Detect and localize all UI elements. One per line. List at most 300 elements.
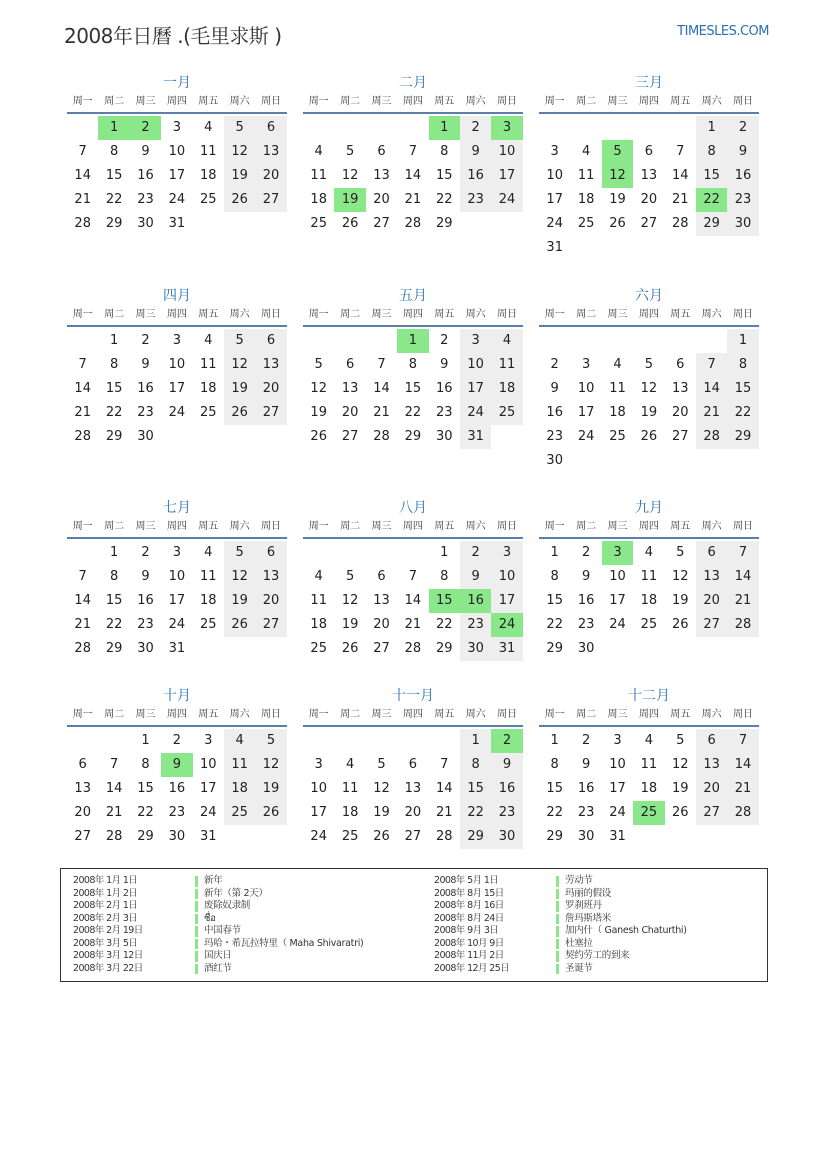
month-10 xyxy=(67,686,287,849)
day-grid xyxy=(539,329,759,473)
day-cell: 15 xyxy=(105,593,123,608)
day-cell: 18 xyxy=(199,381,217,396)
weekday-label: 周一 xyxy=(308,521,329,532)
day-cell: 26 xyxy=(341,216,359,231)
holiday-marker xyxy=(195,914,198,925)
day-cell: 8 xyxy=(550,569,559,584)
day-cell: 10 xyxy=(546,168,563,183)
holiday-date: 2008年 3月 22日 xyxy=(73,962,143,974)
holiday-date: 2008年 8月 16日 xyxy=(434,900,504,911)
day-cell: 20 xyxy=(696,589,727,613)
day-cell: 3 xyxy=(204,733,213,748)
day-cell: 28 xyxy=(74,216,91,231)
day-cell: 4 xyxy=(204,120,213,135)
day-cell: 30 xyxy=(435,429,453,444)
weekday-label: 周日 xyxy=(733,521,754,532)
holiday-row xyxy=(73,888,363,901)
day-cell: 6 xyxy=(676,357,685,372)
month-name: 三月 xyxy=(635,75,663,91)
day-cell: 24 xyxy=(310,829,327,844)
day-cell: 16 xyxy=(460,164,491,188)
day-cell: 29 xyxy=(460,825,491,849)
day-cell: 15 xyxy=(546,593,563,608)
holiday-row xyxy=(73,938,363,951)
month-name: 十月 xyxy=(163,688,191,704)
day-cell: 12 xyxy=(224,353,255,377)
weekday-header xyxy=(303,706,523,727)
day-cell: 19 xyxy=(671,781,689,796)
day-cell: 2 xyxy=(141,333,150,348)
day-cell: 26 xyxy=(310,429,327,444)
weekday-label: 周二 xyxy=(340,309,361,320)
day-cell: 26 xyxy=(671,805,689,820)
empty-cell xyxy=(570,116,601,140)
holiday-row xyxy=(434,950,687,963)
day-cell: 18 xyxy=(199,593,217,608)
day-cell: 28 xyxy=(727,801,758,825)
weekday-label: 周六 xyxy=(229,309,250,320)
day-cell: 14 xyxy=(105,781,123,796)
holiday-column-right xyxy=(434,875,687,975)
month-1 xyxy=(67,73,287,236)
weekday-header xyxy=(303,518,523,539)
day-cell: 9 xyxy=(141,144,150,159)
weekday-label: 周四 xyxy=(166,521,187,532)
holiday-column-left xyxy=(73,875,363,975)
holiday-date: 2008年 12月 25日 xyxy=(434,962,510,974)
empty-cell xyxy=(303,329,334,353)
day-cell: 23 xyxy=(491,801,522,825)
day-cell: 31 xyxy=(460,425,491,449)
day-cell: 7 xyxy=(408,569,417,584)
weekday-label: 周一 xyxy=(308,309,329,320)
day-cell: 24 xyxy=(168,192,186,207)
day-cell: 22 xyxy=(105,405,123,420)
day-cell: 4 xyxy=(345,757,355,772)
brand-link[interactable]: TIMESLES.COM xyxy=(677,24,769,39)
weekday-label: 周日 xyxy=(261,521,282,532)
holiday-date: 2008年 5月 1日 xyxy=(434,875,499,886)
day-cell: 14 xyxy=(727,565,758,589)
day-cell: 9 xyxy=(581,569,591,584)
day-cell: 6 xyxy=(696,541,727,565)
weekday-header xyxy=(67,706,287,727)
weekday-label: 周四 xyxy=(166,96,187,107)
weekday-label: 周一 xyxy=(72,96,93,107)
empty-cell xyxy=(602,329,633,353)
day-cell: 3 xyxy=(550,144,559,159)
weekday-label: 周三 xyxy=(607,521,628,532)
empty-cell xyxy=(366,541,397,565)
day-grid xyxy=(303,729,523,849)
holiday-date: 2008年 2月 19日 xyxy=(73,925,143,936)
day-cell: 11 xyxy=(577,168,595,183)
day-cell: 16 xyxy=(435,381,453,396)
day-cell: 3 xyxy=(491,541,522,565)
day-cell: 22 xyxy=(435,617,453,632)
day-cell: 14 xyxy=(404,168,422,183)
day-cell: 26 xyxy=(224,613,255,637)
weekday-label: 周三 xyxy=(371,521,392,532)
holiday-row xyxy=(434,938,687,951)
holiday-row xyxy=(73,900,363,913)
weekday-label: 周二 xyxy=(576,96,597,107)
empty-cell xyxy=(366,116,397,140)
holiday-day-cell: 1 xyxy=(98,116,129,140)
month-6 xyxy=(539,286,759,473)
day-cell: 10 xyxy=(168,357,186,372)
day-cell: 17 xyxy=(546,192,563,207)
day-cell: 22 xyxy=(546,617,563,632)
weekday-header xyxy=(539,706,759,727)
day-cell: 12 xyxy=(310,381,327,396)
day-cell: 5 xyxy=(224,329,255,353)
day-cell: 10 xyxy=(577,381,595,396)
empty-cell xyxy=(67,116,98,140)
day-cell: 30 xyxy=(577,829,595,844)
weekday-label: 周一 xyxy=(72,521,93,532)
day-cell: 25 xyxy=(609,429,626,444)
day-cell: 8 xyxy=(440,144,449,159)
day-cell: 6 xyxy=(255,116,286,140)
day-cell: 20 xyxy=(373,617,390,632)
holiday-day-cell: 9 xyxy=(161,753,192,777)
holiday-name: 酒红节 xyxy=(204,962,232,974)
day-cell: 22 xyxy=(404,405,422,420)
day-cell: 7 xyxy=(109,757,119,772)
day-cell: 25 xyxy=(199,192,217,207)
day-cell: 26 xyxy=(341,641,359,656)
holiday-name: 新年（第 2天） xyxy=(204,887,268,899)
weekday-label: 周二 xyxy=(340,709,361,720)
day-grid xyxy=(303,329,523,449)
day-cell: 28 xyxy=(404,641,422,656)
day-cell: 25 xyxy=(341,829,359,844)
weekday-header xyxy=(67,306,287,327)
holiday-row xyxy=(434,900,687,913)
day-cell: 13 xyxy=(696,565,727,589)
holiday-day-cell: 2 xyxy=(491,729,522,753)
day-cell: 27 xyxy=(255,401,286,425)
day-cell: 8 xyxy=(141,757,150,772)
weekday-label: 周一 xyxy=(544,709,565,720)
empty-cell xyxy=(67,729,98,753)
day-cell: 12 xyxy=(341,593,359,608)
day-cell: 14 xyxy=(74,381,91,396)
holiday-day-cell: 25 xyxy=(633,801,664,825)
empty-cell xyxy=(334,729,365,753)
month-8 xyxy=(303,498,523,661)
day-cell: 11 xyxy=(609,381,626,396)
day-cell: 31 xyxy=(491,637,522,661)
day-cell: 6 xyxy=(255,329,286,353)
day-cell: 6 xyxy=(644,144,653,159)
day-cell: 12 xyxy=(671,757,689,772)
day-cell: 11 xyxy=(199,569,217,584)
day-cell: 10 xyxy=(491,565,522,589)
day-cell: 8 xyxy=(550,757,559,772)
day-cell: 11 xyxy=(224,753,255,777)
weekday-label: 周五 xyxy=(670,709,691,720)
holiday-date: 2008年 2月 3日 xyxy=(73,912,138,924)
day-cell: 4 xyxy=(204,333,213,348)
day-cell: 20 xyxy=(255,164,286,188)
day-cell: 17 xyxy=(310,805,327,820)
day-cell: 17 xyxy=(168,168,186,183)
empty-cell xyxy=(334,116,365,140)
day-cell: 7 xyxy=(727,541,758,565)
day-cell: 28 xyxy=(671,216,689,231)
day-cell: 18 xyxy=(640,593,658,608)
day-cell: 23 xyxy=(137,405,154,420)
day-cell: 21 xyxy=(404,192,422,207)
day-cell: 1 xyxy=(109,545,119,560)
day-cell: 14 xyxy=(696,377,727,401)
holiday-name: 契约劳工的到来 xyxy=(565,950,630,961)
day-cell: 18 xyxy=(310,192,327,207)
empty-cell xyxy=(303,541,334,565)
weekday-label: 周日 xyxy=(497,309,518,320)
weekday-label: 周二 xyxy=(104,309,125,320)
day-grid xyxy=(539,116,759,260)
day-cell: 4 xyxy=(491,329,522,353)
day-cell: 27 xyxy=(255,613,286,637)
day-grid xyxy=(67,541,287,661)
weekday-label: 周四 xyxy=(166,309,187,320)
weekday-label: 周四 xyxy=(402,709,423,720)
day-cell: 9 xyxy=(581,757,591,772)
weekday-label: 周六 xyxy=(229,96,250,107)
weekday-label: 周二 xyxy=(104,521,125,532)
day-cell: 16 xyxy=(168,781,186,796)
weekday-label: 周四 xyxy=(402,309,423,320)
day-cell: 6 xyxy=(255,541,286,565)
holiday-date: 2008年 8月 15日 xyxy=(434,887,504,899)
weekday-label: 周二 xyxy=(104,96,125,107)
day-cell: 31 xyxy=(168,641,186,656)
holiday-name: 废除奴隶制 xyxy=(204,900,251,911)
day-cell: 2 xyxy=(172,733,181,748)
day-cell: 31 xyxy=(199,829,217,844)
day-cell: 13 xyxy=(255,353,286,377)
day-cell: 25 xyxy=(310,641,327,656)
holiday-row xyxy=(434,888,687,901)
day-cell: 11 xyxy=(310,168,327,183)
day-cell: 20 xyxy=(404,805,422,820)
day-cell: 18 xyxy=(577,192,595,207)
day-cell: 19 xyxy=(255,777,286,801)
day-cell: 26 xyxy=(373,829,390,844)
day-cell: 11 xyxy=(199,357,217,372)
day-cell: 20 xyxy=(640,192,658,207)
empty-cell xyxy=(98,729,129,753)
weekday-label: 周二 xyxy=(104,709,125,720)
day-cell: 21 xyxy=(74,192,91,207)
day-cell: 11 xyxy=(199,144,217,159)
day-cell: 8 xyxy=(109,357,119,372)
day-cell: 19 xyxy=(671,593,689,608)
weekday-label: 周三 xyxy=(371,709,392,720)
holiday-date: 2008年 8月 24日 xyxy=(434,912,504,924)
day-cell: 28 xyxy=(74,641,91,656)
day-cell: 19 xyxy=(609,192,626,207)
day-cell: 10 xyxy=(310,781,327,796)
day-cell: 15 xyxy=(404,381,422,396)
weekday-label: 周五 xyxy=(434,96,455,107)
day-cell: 7 xyxy=(408,144,417,159)
day-cell: 5 xyxy=(644,357,653,372)
weekday-label: 周四 xyxy=(638,309,659,320)
day-cell: 19 xyxy=(341,617,359,632)
weekday-label: 周日 xyxy=(733,96,754,107)
holiday-row xyxy=(434,925,687,938)
month-name: 十二月 xyxy=(628,688,670,704)
day-cell: 15 xyxy=(460,777,491,801)
weekday-label: 周五 xyxy=(198,96,219,107)
day-cell: 14 xyxy=(74,593,91,608)
holiday-marker xyxy=(556,939,559,950)
day-cell: 23 xyxy=(435,405,453,420)
day-cell: 13 xyxy=(640,168,658,183)
day-cell: 22 xyxy=(137,805,154,820)
day-cell: 22 xyxy=(460,801,491,825)
weekday-label: 周日 xyxy=(733,709,754,720)
day-cell: 31 xyxy=(609,829,626,844)
day-cell: 23 xyxy=(460,188,491,212)
day-cell: 12 xyxy=(373,781,390,796)
day-cell: 11 xyxy=(310,593,327,608)
day-cell: 10 xyxy=(168,144,186,159)
day-cell: 1 xyxy=(727,329,758,353)
day-cell: 16 xyxy=(546,405,563,420)
weekday-label: 周四 xyxy=(402,521,423,532)
day-cell: 13 xyxy=(255,140,286,164)
weekday-label: 周六 xyxy=(465,521,486,532)
day-cell: 14 xyxy=(74,168,91,183)
day-cell: 7 xyxy=(696,353,727,377)
holiday-marker xyxy=(556,889,559,900)
weekday-label: 周四 xyxy=(638,96,659,107)
weekday-label: 周日 xyxy=(733,309,754,320)
day-grid xyxy=(303,116,523,236)
day-cell: 6 xyxy=(408,757,417,772)
day-cell: 18 xyxy=(199,168,217,183)
day-cell: 20 xyxy=(373,192,390,207)
day-cell: 25 xyxy=(199,405,217,420)
day-cell: 8 xyxy=(460,753,491,777)
day-cell: 31 xyxy=(168,216,186,231)
day-cell: 16 xyxy=(577,781,595,796)
weekday-label: 周三 xyxy=(135,309,156,320)
day-cell: 10 xyxy=(199,757,217,772)
day-cell: 2 xyxy=(141,545,150,560)
day-cell: 11 xyxy=(640,569,658,584)
day-cell: 13 xyxy=(341,381,359,396)
day-cell: 12 xyxy=(255,753,286,777)
day-cell: 29 xyxy=(137,829,154,844)
month-name: 五月 xyxy=(399,288,427,304)
holiday-name: 杜塞拉 xyxy=(565,937,593,949)
weekday-label: 周一 xyxy=(72,709,93,720)
day-cell: 29 xyxy=(727,425,758,449)
day-cell: 24 xyxy=(609,617,626,632)
holiday-date: 2008年 3月 5日 xyxy=(73,937,138,949)
holiday-name: 国庆日 xyxy=(204,950,232,961)
day-cell: 4 xyxy=(581,144,591,159)
weekday-label: 周日 xyxy=(261,309,282,320)
day-cell: 2 xyxy=(581,545,591,560)
holiday-day-cell: 1 xyxy=(429,116,460,140)
holiday-marker xyxy=(195,939,198,950)
day-cell: 1 xyxy=(550,545,559,560)
day-cell: 8 xyxy=(109,569,119,584)
day-cell: 14 xyxy=(373,381,390,396)
day-cell: 3 xyxy=(581,357,591,372)
holiday-name: 玛哈・希瓦拉特里（ Maha Shivaratri) xyxy=(204,937,364,949)
weekday-header xyxy=(303,93,523,114)
day-cell: 11 xyxy=(341,781,359,796)
day-cell: 23 xyxy=(460,613,491,637)
day-cell: 13 xyxy=(255,565,286,589)
day-cell: 16 xyxy=(137,168,154,183)
weekday-header xyxy=(67,518,287,539)
weekday-label: 周二 xyxy=(576,309,597,320)
day-cell: 9 xyxy=(460,565,491,589)
day-cell: 18 xyxy=(341,805,359,820)
weekday-label: 周六 xyxy=(465,309,486,320)
empty-cell xyxy=(570,329,601,353)
day-cell: 10 xyxy=(168,569,186,584)
day-cell: 21 xyxy=(671,192,689,207)
day-cell: 24 xyxy=(546,216,563,231)
day-cell: 3 xyxy=(613,733,622,748)
holiday-row xyxy=(73,913,363,926)
holiday-name: 罗刹班丹 xyxy=(565,900,602,911)
day-cell: 27 xyxy=(74,829,91,844)
day-cell: 27 xyxy=(255,188,286,212)
holiday-date: 2008年 1月 2日 xyxy=(73,887,138,899)
holiday-name: 圣诞节 xyxy=(565,962,593,974)
day-cell: 6 xyxy=(78,757,87,772)
holiday-day-cell: 3 xyxy=(491,116,522,140)
day-cell: 1 xyxy=(460,729,491,753)
day-cell: 30 xyxy=(727,212,758,236)
weekday-label: 周三 xyxy=(135,709,156,720)
month-name: 九月 xyxy=(635,500,663,516)
day-cell: 27 xyxy=(373,216,390,231)
holiday-row xyxy=(434,875,687,888)
holiday-row xyxy=(73,963,363,976)
day-cell: 26 xyxy=(224,188,255,212)
weekday-label: 周四 xyxy=(638,709,659,720)
day-cell: 14 xyxy=(404,593,422,608)
day-cell: 29 xyxy=(696,212,727,236)
holiday-list xyxy=(60,868,768,982)
empty-cell xyxy=(303,116,334,140)
day-cell: 9 xyxy=(491,753,522,777)
day-cell: 13 xyxy=(404,781,422,796)
day-cell: 23 xyxy=(137,617,154,632)
day-cell: 21 xyxy=(74,405,91,420)
holiday-day-cell: 1 xyxy=(397,329,428,353)
holiday-date: 2008年 9月 3日 xyxy=(434,925,499,936)
day-cell: 27 xyxy=(696,613,727,637)
day-cell: 29 xyxy=(546,641,563,656)
holiday-date: 2008年 1月 1日 xyxy=(73,875,138,886)
day-cell: 24 xyxy=(199,805,217,820)
day-cell: 15 xyxy=(546,781,563,796)
day-cell: 20 xyxy=(341,405,359,420)
